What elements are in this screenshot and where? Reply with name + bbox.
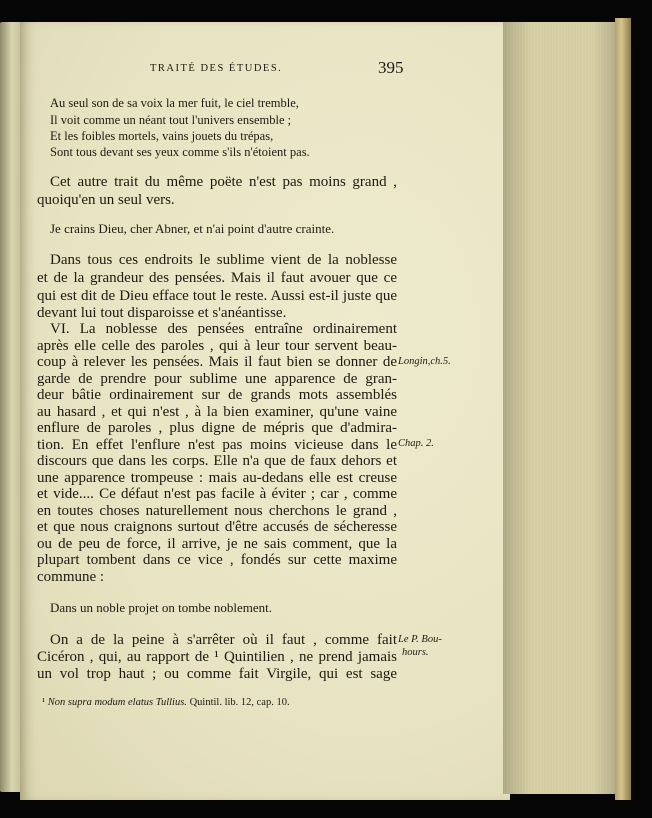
footnote-mark: ¹ [42,697,46,708]
page-number: 395 [378,58,404,77]
paragraph-line: après elle celle des paroles , qui à leur tour servent beau- [37,338,397,354]
paragraph-line: et vide.... Ce défaut n'est pas facile à éviter ; car , comme [37,486,397,502]
paragraph-line: tion. En effet l'enflure n'est pas moins vicieuse dans le [37,437,397,453]
paragraph-line: plupart tombent dans ce vice , fondés sur cette maxime [37,552,397,568]
paragraph-line: devant lui tout disparoisse et s'anéantisse. [37,305,287,321]
left-page-edge [0,22,20,792]
paragraph-line: enflure de paroles , plus digne de mépris que d'admira- [37,420,397,436]
verse-line: Sont tous devant ses yeux comme s'ils n'étoient pas. [50,145,310,159]
running-head: TRAITÉ DES ÉTUDES. [150,63,283,74]
paragraph-line: Cet autre trait du même poëte n'est pas moins grand , [50,174,397,190]
footnote-reference: Quintil. lib. 12, cap. 10. [189,697,290,708]
verse-line: Et les foibles mortels, vains jouets du trépas, [50,129,274,143]
paragraph-line: deur bâtie ordinairement sur de grands mots assemblés [37,387,397,403]
paragraph-line: On a de la peine à s'arrêter où il faut , comme fait [50,632,397,648]
paragraph-line: commune : [37,569,105,585]
paragraph-line: quoiqu'en un seul vers. [37,192,175,208]
paragraph-line: ou de peu de force, il arrive, je ne sais comment, que la [37,536,397,552]
quoted-verse: Dans un noble projet on tombe noblement. [50,600,273,615]
paragraph-line: en toutes choses naturellement nous cherchons le grand , [37,503,397,519]
footnote-latin: Non supra modum elatus Tullius. [47,697,187,708]
book-cover-board [615,18,631,800]
paragraph-line: et de la grandeur des pensées. Mais il faut avouer que ce [37,270,397,286]
paragraph-line: VI. La noblesse des pensées entraîne ordinairement [50,321,397,337]
paragraph-line: garde de prendre pour sublime une apparence de gran- [37,371,397,387]
margin-note-longin: Longin,ch.5. [398,356,451,367]
paragraph-line: une apparence trompeuse : mais au-dedans elle est creuse [37,470,397,486]
paragraph-line: au hasard , et qui n'est , à la bien examiner, qu'une vaine [37,404,397,420]
paragraph-line: qui est dit de Dieu efface tout le reste. Aussi est-il juste que [37,288,397,304]
paragraph-line: coup à relever les pensées. Mais il faut bien se donner de [37,354,397,370]
margin-note-bouhours-cont: hours. [402,647,429,658]
paragraph-line: Dans tous ces endroits le sublime vient de la noblesse [50,252,397,268]
paragraph-line: un vol trop haut ; ou comme fait Virgile, qui est sage [37,666,397,682]
paragraph-line: et que nous craignons surtout d'être accusés de sécheresse [37,519,397,535]
quoted-verse: Je crains Dieu, cher Abner, et n'ai point d'autre crainte. [50,221,335,236]
page-fore-edge [503,22,617,794]
paragraph-line: discours que dans les corps. Elle n'a que de faux dehors et [37,453,397,469]
verse-line: Il voit comme un néant tout l'univers ensemble ; [50,113,292,127]
footnote [42,697,290,708]
verse-line: Au seul son de sa voix la mer fuit, le ciel tremble, [50,96,299,110]
margin-note-chap: Chap. 2. [398,438,434,449]
paragraph-line: Cicéron , qui, au rapport de ¹ Quintilien , ne prend jamais [37,649,397,665]
margin-note-bouhours: Le P. Bou- [398,634,442,645]
